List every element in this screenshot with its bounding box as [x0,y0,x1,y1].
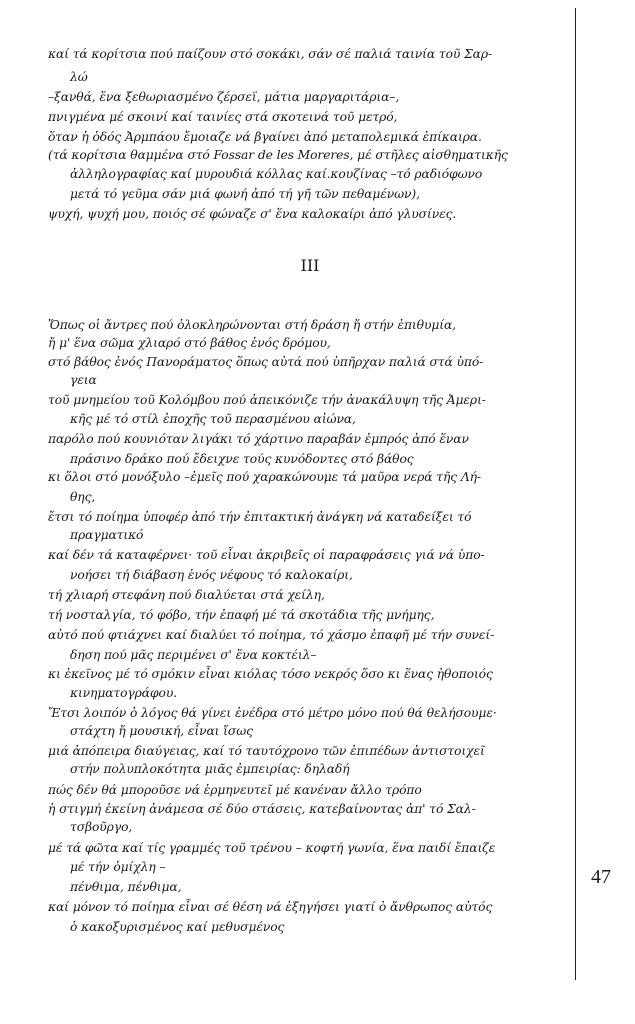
poem-line: Ὅπως οἱ ἄντρες πού ὁλοκληρώνονται στή δράση ἤ στήν ἐπιθυμία, [48,318,456,332]
poem-line: παρόλο πού κουνιόταν λιγάκι τό χάρτινο παραβάν ἐμπρός ἀπό ἕναν [48,432,469,446]
section-heading: III [300,256,320,275]
poem-line: λώ [70,70,88,84]
poem-line: πράσινο δράκο πού ἔδειχνε τούς κυνόδοντες στό βάθος [70,452,414,466]
poem-line: κι ὅλοι στό μονόξυλο –ἐμεῖς πού χαρακώνουμε τά μαῦρα νερά τῆς Λή- [48,470,481,484]
poem-line: νοήσει τή διάβαση ἑνός νέφους τό καλοκαίρι, [70,568,353,582]
poem-line: πνιγμένα μέ σκοινί καί ταινίες στά σκοτεινά τοῦ μετρό, [48,110,398,124]
poem-line: καί μόνον τό ποίημα εἶναι σέ θέση νά ἐξηγήσει γιατί ὁ ἄνθρωπος αὐτός [48,900,493,914]
poem-line: κῆς μέ τό στίλ ἐποχῆς τοῦ περασμένου αἰώνα, [70,412,356,426]
poem-line: ἀλληλογραφίας καί μυρουδιά κόλλας καί.κουζίνας –τό ραδιόφωνο [70,167,483,181]
poem-line: ἤ μ' ἕνα σῶμα χλιαρό στό βάθος ἑνός δρόμου, [48,336,331,350]
poem-line: μέ τήν ὀμίχλη – [70,860,166,874]
poem-line: δηση πού μᾶς περιμένει σ' ἕνα κοκτέιλ– [70,648,317,662]
poem-line: ἔτσι τό ποίημα ὑποφέρ ἀπό τήν ἐπιτακτική ἀνάγκη νά καταδείξει τό [48,510,472,524]
poem-line: ἡ στιγμή ἐκείνη ἀνάμεσα σέ δύο στάσεις, κατεβαίνοντας ἀπ' τό Σαλ- [48,802,476,816]
poem-line: ὅταν ἡ ὁδός Ἀρμπάου ἔμοιαζε νά βγαίνει ἀπό μεταπολεμικά ἐπίκαιρα. [48,130,482,144]
poem-line: κινηματογράφου. [70,686,178,700]
poem-line: στήν πολυπλοκότητα μιᾶς ἐμπειρίας: δηλαδή [70,762,350,776]
page-number: 47 [591,866,611,888]
poem-line: μέ τά φῶτα καί τίς γραμμές τοῦ τρένου – κοφτή γωνία, ἕνα παιδί ἔπαιζε [48,841,496,855]
poem-line: –ξανθά, ἕνα ξεθωριασμένο ζέρσεϊ, μάτια μαργαριτάρια–, [48,90,400,104]
poem-line: στό βάθος ἑνός Πανοράματος ὅπως αὐτά πού ὑπῆρχαν παλιά στά ὑπό- [48,355,484,369]
poem-line: μετά τό γεῦμα σάν μιά φωνή ἀπό τή γῆ τῶν πεθαμένων), [70,187,420,201]
poem-line: γεια [70,373,97,387]
poem-line: μιά ἀπόπειρα διαύγειας, καί τό ταυτόχρονο τῶν ἐπιπέδων ἀντιστοιχεῖ [48,744,485,758]
poem-line: Ἔτσι λοιπόν ὁ λόγος θά γίνει ἐνέδρα στό μέτρο μόνο πού θά θελήσουμε· [48,706,497,720]
poem-line: καί δέν τά καταφέρνει· τοῦ εἶναι ἀκριβεῖς οἱ παραφράσεις γιά νά ὑπο- [48,548,485,562]
poem-line: τή χλιαρή στεφάνη πού διαλύεται στά χείλη, [48,588,325,602]
poem-line: τσβοῦργο, [70,820,133,834]
poem-line: κι ἐκεῖνος μέ τό σμόκιν εἶναι κιόλας τόσο νεκρός ὅσο κι ἕνας ἠθοποιός [48,667,493,681]
poem-line: ψυχή, ψυχή μου, ποιός σέ φώναζε σ' ἕνα καλοκαίρι ἀπό γλυσίνες. [48,207,457,221]
poem-line: τοῦ μνημείου τοῦ Κολόμβου πού ἀπεικόνιζε τήν ἀνακάλυψη τῆς Ἀμερι- [48,393,486,407]
poem-line: θης, [70,490,96,504]
poem-line: στάχτη ἤ μουσική, εἶναι ἴσως [70,724,253,738]
poem-line: τή νοσταλγία, τό φόβο, τήν ἐπαφή μέ τά σκοτάδια τῆς μνήμης, [48,608,435,622]
poem-line: καί τά κορίτσια πού παίζουν στό σοκάκι, σάν σέ παλιά ταινία τοῦ Σαρ- [48,47,493,61]
poem-line: πώς δέν θά μποροῦσε νά ἑρμηνευτεῖ μέ κανέναν ἄλλο τρόπο [48,783,422,797]
poem-line: πραγματικό [70,528,144,542]
poem-line: (τά κορίτσια θαμμένα στό Fossar de les Moreres, μέ στῆλες αἰσθηματικῆς [48,148,508,162]
page-right-rule [575,8,576,980]
poem-line: αὐτό πού φτιάχνει καί διαλύει τό ποίημα, τό χάσμο ἐπαφῆ μέ τήν συνεί- [48,628,495,642]
poem-line: ὁ κακοξυρισμένος καί μεθυσμένος [70,920,285,934]
poem-line: πένθιμα, πένθιμα, [70,880,182,894]
